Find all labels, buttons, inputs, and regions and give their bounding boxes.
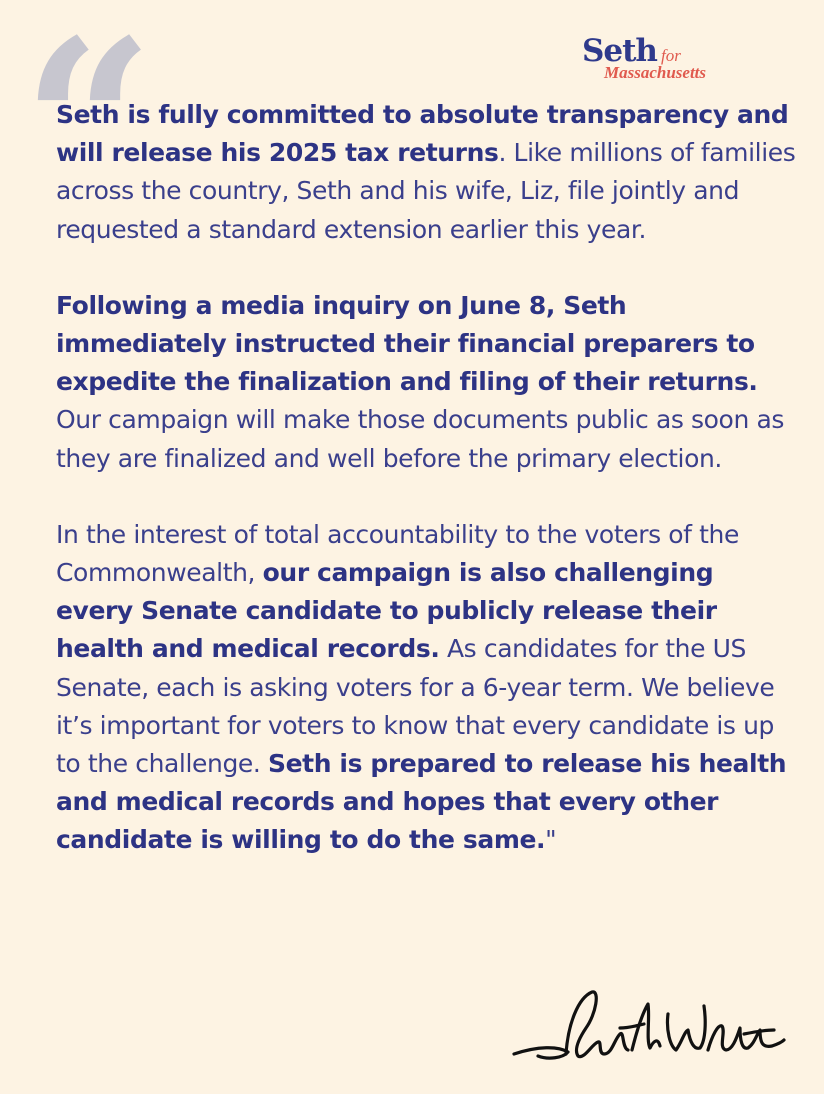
logo-state: Massachusetts [604, 63, 707, 82]
closing-quote: " [545, 825, 557, 855]
quote-mark-icon: “ [22, 0, 147, 260]
paragraph-3 [56, 516, 796, 860]
body-text: . Like millions of families across the country, Seth and his wife, Liz, file jointly and requested a standard extension earlier this year. [56, 138, 796, 244]
bold-text: our campaign is also challenging every Senate candidate to publicly release their health and medical records. [56, 558, 717, 664]
campaign-logo [582, 33, 707, 82]
bold-text: Seth is prepared to release his health and medical records and hopes that every other candidate is willing to do the same. [56, 749, 787, 855]
body-text: Our campaign will make those documents public as soon as they are finalized and well before the primary election. [56, 405, 784, 473]
bold-text: Following a media inquiry on June 8, Seth immediately instructed their financial preparers to expedite the finalization and filing of their returns. [56, 290, 758, 397]
logo-name: Seth [582, 33, 657, 69]
paragraph-1 [56, 96, 796, 249]
body-text: As candidates for the US Senate, each is asking voters for a 6-year term. We believe it’s important for voters to know that every candidate is up to the challenge. [56, 634, 775, 779]
statement-body [56, 96, 796, 860]
paragraph-2 [56, 287, 796, 478]
body-text: In the interest of total accountability to the voters of the Commonwealth, [56, 519, 739, 588]
signature [508, 984, 788, 1074]
logo-for: for [660, 46, 681, 65]
bold-text: Seth is fully committed to absolute transparency and will release his 2025 tax returns [56, 100, 789, 168]
